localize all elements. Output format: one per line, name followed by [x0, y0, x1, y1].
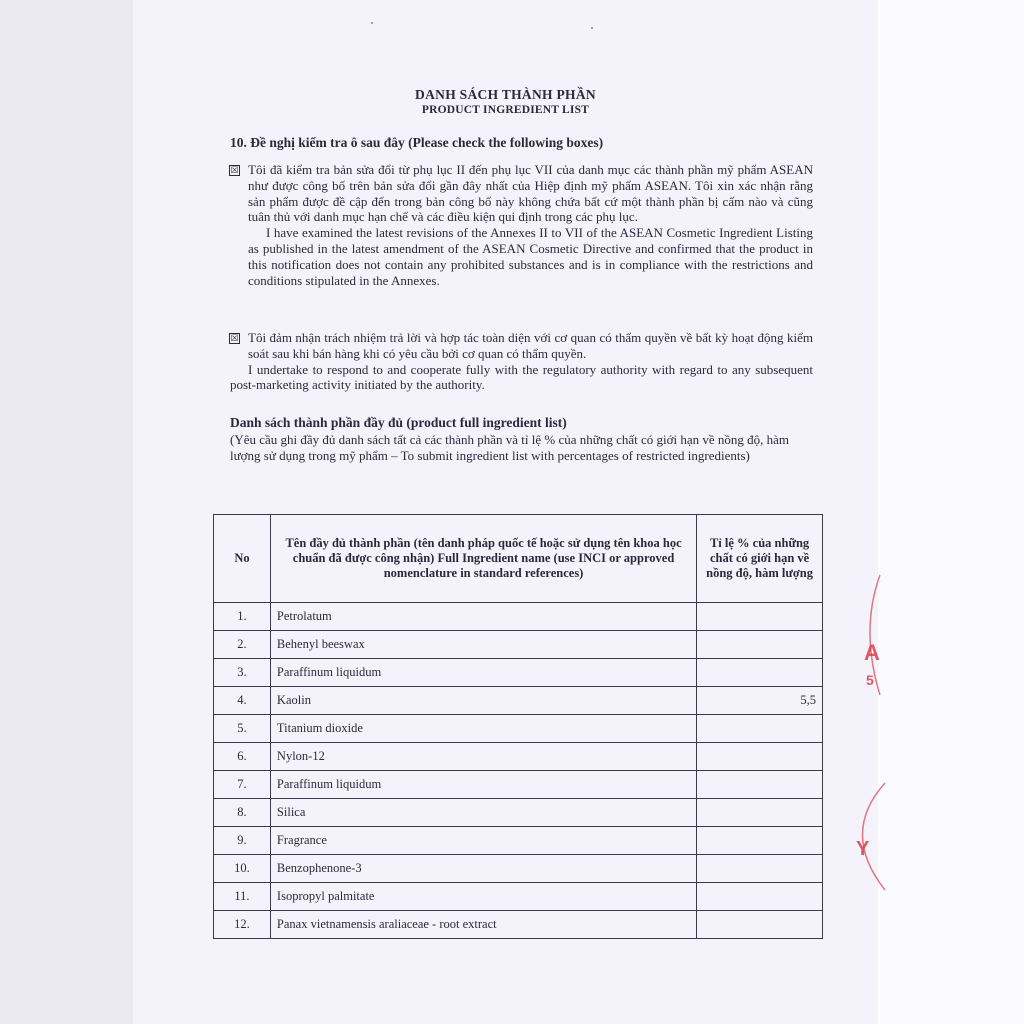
ingredient-percentage	[697, 855, 823, 883]
declaration-1-vi: Tôi đã kiểm tra bản sửa đổi từ phụ lục II đến phụ lục VII của danh mục các thành phần mỹ phẩm ASEAN như được công bố trên bản sửa đổi gần đây nhất của Hiệp định mỹ phẩm ASEAN. Tôi xin xác nhận rằng sản phẩm được đề cập đến trong bản công bố này không chứa bất cứ một thành phần bị cấm nào và cũng tuân thủ với danh mục hạn chế và các điều kiện qui định trong các phụ lục.	[248, 162, 813, 225]
table-row	[214, 771, 823, 799]
row-number: 2.	[214, 631, 271, 659]
ingredient-name: Benzophenone-3	[270, 855, 696, 883]
table-row	[214, 883, 823, 911]
table-row	[214, 911, 823, 939]
table-row	[214, 659, 823, 687]
ingredient-percentage	[697, 659, 823, 687]
ingredient-name: Nylon-12	[270, 743, 696, 771]
stamp-arc	[840, 570, 900, 700]
section-10-heading: 10. Đề nghị kiểm tra ô sau đây (Please check the following boxes)	[230, 135, 604, 150]
declaration-2-vi: Tôi đảm nhận trách nhiệm trả lời và hợp tác toàn diện với cơ quan có thẩm quyền về bất kỳ hoạt động kiểm soát sau khi bán hàng khi có yêu cầu bởi cơ quan có thẩm quyền.	[248, 330, 813, 361]
ingredient-name: Panax vietnamensis araliaceae - root extract	[270, 911, 696, 939]
ingredient-percentage	[697, 827, 823, 855]
header-no: No	[214, 515, 271, 603]
header-percentage: Tỉ lệ % của những chất có giới hạn về nồng độ, hàm lượng	[697, 515, 823, 603]
document-subtitle: PRODUCT INGREDIENT LIST	[421, 104, 590, 116]
row-number: 3.	[214, 659, 271, 687]
table-row	[214, 827, 823, 855]
stamp-arc	[840, 778, 900, 898]
row-number: 10.	[214, 855, 271, 883]
ingredient-name: Titanium dioxide	[270, 715, 696, 743]
ingredient-percentage	[697, 883, 823, 911]
red-stamp-fragment: 5	[866, 672, 874, 688]
table-row	[214, 743, 823, 771]
row-number: 5.	[214, 715, 271, 743]
row-number: 8.	[214, 799, 271, 827]
declaration-1-en: I have examined the latest revisions of the Annexes II to VII of the ASEAN Cosmetic Ingredient Listing as published in the latest amendment of the ASEAN Cosmetic Directive and confirmed that the product in this notification does not contain any prohibited substances and is in compliance with the restrictions and conditions stipulated in the Annexes.	[248, 225, 813, 288]
table-header-row	[214, 515, 823, 603]
red-stamp-fragment: A	[864, 640, 880, 665]
ingredient-name: Kaolin	[270, 687, 696, 715]
document-title: DANH SÁCH THÀNH PHẦN	[415, 87, 596, 102]
declaration-1	[248, 162, 813, 288]
row-number: 9.	[214, 827, 271, 855]
ingredient-percentage	[697, 603, 823, 631]
ingredient-name: Silica	[270, 799, 696, 827]
table-row	[214, 715, 823, 743]
table-row	[214, 603, 823, 631]
ingredient-percentage	[697, 771, 823, 799]
ingredient-percentage	[697, 743, 823, 771]
ingredient-name: Petrolatum	[270, 603, 696, 631]
ingredient-percentage	[697, 631, 823, 659]
row-number: 11.	[214, 883, 271, 911]
ingredient-percentage: 5,5	[697, 687, 823, 715]
row-number: 12.	[214, 911, 271, 939]
row-number: 4.	[214, 687, 271, 715]
full-list-note: (Yêu cầu ghi đầy đủ danh sách tất cả các thành phần và tỉ lệ % của những chất có giới hạn về nồng độ, hàm lượng sử dụng trong mỹ phẩm – To submit ingredient list with percentages of restricted ingredients)	[230, 432, 790, 463]
ingredient-table	[213, 514, 823, 939]
row-number: 1.	[214, 603, 271, 631]
row-number: 7.	[214, 771, 271, 799]
ingredient-percentage	[697, 715, 823, 743]
ingredient-name: Isopropyl palmitate	[270, 883, 696, 911]
header-ingredient-name: Tên đầy đủ thành phần (tên danh pháp quốc tế hoặc sử dụng tên khoa học chuẩn đã được công nhận) Full Ingredient name (use INCI or approved nomenclature in standard references)	[270, 515, 696, 603]
checked-box-2: ☒	[230, 333, 239, 343]
ingredient-percentage	[697, 799, 823, 827]
ingredient-name: Paraffinum liquidum	[270, 771, 696, 799]
red-stamp-fragment: Y	[856, 838, 870, 860]
table-row	[214, 631, 823, 659]
ingredient-percentage	[697, 911, 823, 939]
ingredient-name: Behenyl beeswax	[270, 631, 696, 659]
row-number: 6.	[214, 743, 271, 771]
declaration-2-en: I undertake to respond to and cooperate fully with the regulatory authority with regard to any subsequent post-marketing activity initiated by the authority.	[230, 361, 813, 393]
table-row	[214, 687, 823, 715]
full-list-heading: Danh sách thành phần đầy đủ (product full ingredient list)	[230, 415, 567, 430]
paper-speck	[591, 27, 593, 29]
table-row	[214, 855, 823, 883]
checked-box-1: ☒	[230, 165, 239, 175]
declaration-2	[230, 330, 813, 393]
table-row	[214, 799, 823, 827]
paper-speck	[371, 22, 373, 24]
ingredient-name: Fragrance	[270, 827, 696, 855]
ingredient-name: Paraffinum liquidum	[270, 659, 696, 687]
